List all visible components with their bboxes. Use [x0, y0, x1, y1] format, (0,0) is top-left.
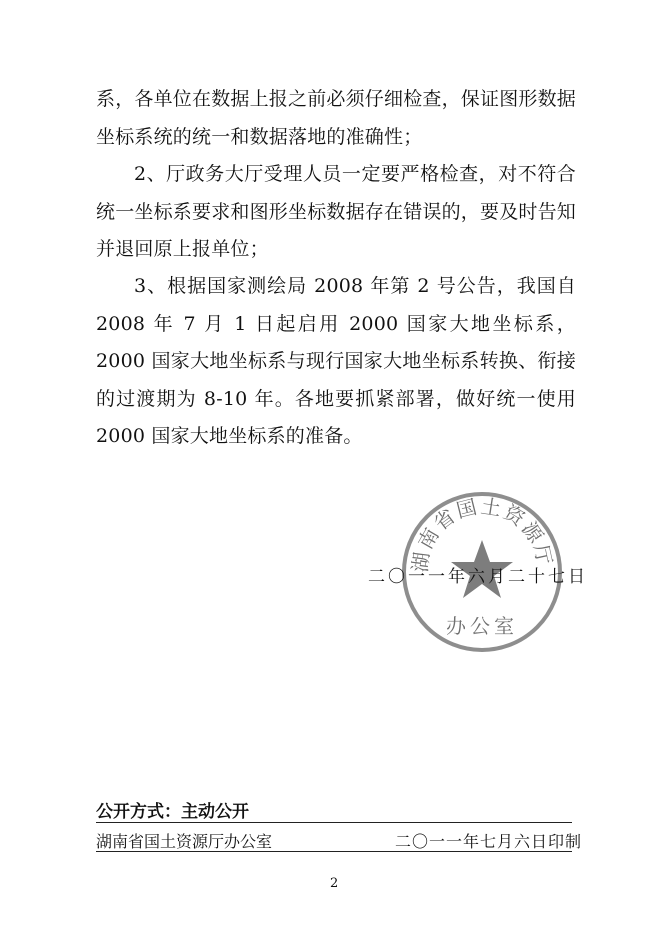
page-number: 2	[330, 876, 339, 891]
signature-date: 二〇一一年六月二十七日	[368, 567, 588, 587]
seal-text-bottom: 办公室	[446, 614, 518, 638]
footer-print-date: 二〇一一年七月六日印制	[395, 832, 583, 851]
footer-divider-top	[96, 822, 572, 823]
footer-divider-bottom	[96, 851, 572, 852]
disclosure-method: 公开方式：主动公开	[96, 802, 249, 822]
paragraph-3: 3、根据国家测绘局 2008 年第 2 号公告，我国自 2008 年 7 月 1 日起启用 2000 国家大地坐标系，2000 国家大地坐标系与现行国家大地坐标系转换、衔接的过渡期为 8-10 年。各地要抓紧部署，做好统一使用 2000 国家大地坐标系的准备。	[96, 275, 576, 447]
paragraph-2: 2、厅政务大厅受理人员一定要严格检查，对不符合统一坐标系要求和图形坐标数据存在错误的，要及时告知并退回原上报单位；	[96, 163, 577, 260]
seal-text-top: 湖南省国土资源厅	[407, 493, 558, 574]
paragraph-1: 系，各单位在数据上报之前必须仔细检查，保证图形数据坐标系统的统一和数据落地的准确性；	[96, 88, 577, 148]
footer-issuer: 湖南省国土资源厅办公室	[96, 832, 273, 851]
